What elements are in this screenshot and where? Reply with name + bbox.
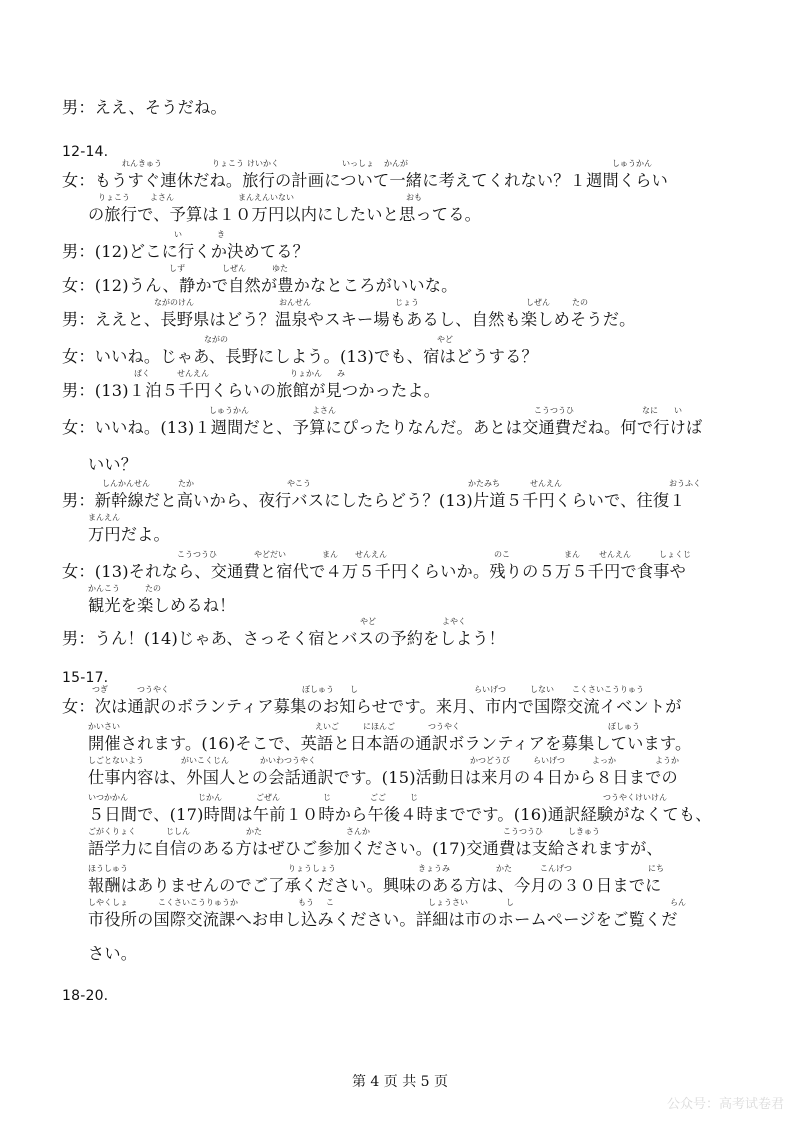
dialogue-line: 男：ええと、長野県はどう？温泉やスキー場もあるし、自然も楽しめそうだ。 — [62, 310, 636, 329]
dialogue-line: の旅行で、予算は１０万円以内にしたいと思ってる。 — [88, 205, 481, 224]
furigana-row — [88, 897, 768, 909]
furigana: ごご — [370, 793, 386, 802]
furigana: い — [174, 230, 182, 239]
furigana: れんきゅう — [122, 159, 162, 168]
furigana: やこう — [287, 479, 311, 488]
dialogue-line: ５日間で、(17)時間は午前１０時から午後４時までです。(16)通訳経験がなくても、 — [88, 805, 712, 824]
furigana-row — [88, 863, 768, 875]
furigana: りょこう — [212, 159, 244, 168]
furigana: えいご — [315, 722, 339, 731]
furigana: ぼしゅう — [302, 685, 334, 694]
furigana: しぜん — [526, 298, 550, 307]
furigana: まん — [564, 550, 580, 559]
furigana: よさん — [150, 193, 174, 202]
dialogue-line: 開催されます。(16)そこで、英語と日本語の通訳ボランティアを募集しています。 — [88, 734, 692, 753]
furigana: こうつうひ — [534, 406, 574, 415]
furigana: たか — [178, 479, 194, 488]
furigana: き — [217, 230, 225, 239]
furigana-row — [62, 368, 742, 380]
furigana-row — [88, 826, 768, 838]
furigana: よっか — [592, 756, 616, 765]
furigana: かつどうび — [470, 756, 510, 765]
furigana: おも — [406, 193, 422, 202]
dialogue-line: いい？ — [88, 455, 138, 474]
dialogue-line: さい。 — [88, 944, 138, 963]
dialogue-line: 語学力に自信のある方はぜひご参加ください。(17)交通費は支給されますが、 — [88, 839, 663, 858]
furigana: がいこくじん — [181, 756, 229, 765]
furigana-row — [88, 755, 768, 767]
furigana: ながの — [204, 335, 228, 344]
furigana: じょう — [395, 298, 419, 307]
furigana: こうつうひ — [177, 550, 217, 559]
dialogue-line: 男：(13)１泊５千円くらいの旅館が見つかったよ。 — [62, 381, 441, 400]
furigana: けいかく — [247, 159, 279, 168]
furigana: しゅうかん — [612, 159, 652, 168]
furigana-row — [62, 263, 742, 275]
furigana: やどだい — [254, 550, 286, 559]
furigana: つうやく — [428, 722, 460, 731]
furigana: し — [350, 685, 358, 694]
furigana-row — [62, 478, 742, 490]
furigana: しぜん — [222, 264, 246, 273]
furigana: せんえん — [355, 550, 387, 559]
furigana: よやく — [442, 617, 466, 626]
furigana: ごぜん — [256, 793, 280, 802]
furigana: つうやく — [137, 685, 169, 694]
section-heading: 12-14. — [62, 144, 109, 160]
furigana: こんげつ — [540, 864, 572, 873]
dialogue-line: 女：次は通訳のボランティア募集のお知らせです。来月、市内で国際交流イベントが — [62, 697, 682, 716]
furigana: せんえん — [177, 369, 209, 378]
dialogue-line: 報酬はありませんのでご了承ください。興味のある方は、今月の３０日までに — [88, 876, 662, 895]
furigana: ぼしゅう — [608, 722, 640, 731]
dialogue-line: 市役所の国際交流課へお申し込みください。詳細は市のホームページをご覧くだ — [88, 910, 678, 929]
page-number: 第 4 页 共 5 页 — [351, 1074, 449, 1090]
furigana: まんえんいない — [238, 193, 294, 202]
furigana: しきゅう — [568, 827, 600, 836]
furigana-row — [62, 684, 742, 696]
furigana-row — [62, 229, 742, 241]
furigana: じかん — [198, 793, 222, 802]
furigana: じ — [410, 793, 418, 802]
dialogue-line: 万円だよ。 — [88, 525, 170, 544]
furigana: つぎ — [92, 685, 108, 694]
dialogue-line: 女：もうすぐ連休だね。旅行の計画について一緒に考えてくれない？１週間くらい — [62, 171, 669, 190]
furigana: いっしょ — [342, 159, 374, 168]
furigana-row — [62, 549, 742, 561]
furigana: かんこう — [88, 584, 120, 593]
furigana: じしん — [166, 827, 190, 836]
furigana: かたみち — [468, 479, 500, 488]
furigana: かいさい — [88, 722, 120, 731]
furigana: よさん — [312, 406, 336, 415]
furigana: らん — [670, 898, 686, 907]
furigana: たの — [145, 584, 161, 593]
furigana: しない — [530, 685, 554, 694]
furigana: きょうみ — [418, 864, 450, 873]
furigana: やど — [437, 335, 453, 344]
furigana-row — [88, 583, 768, 595]
furigana: しょくじ — [659, 550, 691, 559]
furigana: たの — [572, 298, 588, 307]
furigana: じ — [323, 793, 331, 802]
furigana: りょうしょう — [288, 864, 336, 873]
furigana: しゅうかん — [209, 406, 249, 415]
furigana: ながのけん — [154, 298, 194, 307]
dialogue-line: 仕事内容は、外国人との会話通訳です。(15)活動日は来月の４日から８日までの — [88, 768, 678, 787]
furigana: こくさいこうりゅう — [572, 685, 644, 694]
furigana: りょかん — [290, 369, 322, 378]
furigana-row — [88, 792, 768, 804]
furigana: せんえん — [599, 550, 631, 559]
furigana: ようか — [655, 756, 679, 765]
furigana: おうふく — [669, 479, 701, 488]
dialogue-line: 男：(12)どこに行くか決めてる？ — [62, 242, 310, 261]
dialogue-line: 女：いいね。じゃあ、長野にしよう。(13)でも、宿はどうする？ — [62, 347, 538, 366]
furigana-row — [62, 405, 742, 417]
furigana: しょうさい — [428, 898, 468, 907]
furigana: のこ — [494, 550, 510, 559]
furigana-row — [62, 334, 742, 346]
dialogue-line: 女：(12)うん、静かで自然が豊かなところがいいな。 — [62, 276, 458, 295]
furigana: かた — [496, 864, 512, 873]
furigana: つうやくけいけん — [603, 793, 667, 802]
furigana: こうつうひ — [503, 827, 543, 836]
furigana: ほうしゅう — [88, 864, 128, 873]
furigana: しず — [169, 264, 185, 273]
furigana: なに — [642, 406, 658, 415]
furigana-row — [62, 616, 742, 628]
dialogue-line: 観光を楽しめるね！ — [88, 596, 236, 615]
furigana: かんが — [384, 159, 408, 168]
furigana: にち — [648, 864, 664, 873]
furigana: ごがくりょく — [88, 827, 136, 836]
furigana: やど — [360, 617, 376, 626]
furigana: いつかかん — [88, 793, 128, 802]
furigana: しんかんせん — [102, 479, 150, 488]
furigana: ぱく — [134, 369, 150, 378]
furigana: み — [337, 369, 345, 378]
furigana-row — [88, 721, 768, 733]
furigana: こくさいこうりゅうか — [158, 898, 238, 907]
furigana: し — [506, 898, 514, 907]
furigana: い — [674, 406, 682, 415]
furigana: らいげつ — [474, 685, 506, 694]
furigana: まん — [322, 550, 338, 559]
furigana: かた — [246, 827, 262, 836]
dialogue-line: 女：いいね。(13)１週間だと、予算にぴったりなんだ。あとは交通費だね。何で行けば — [62, 418, 703, 437]
furigana-row — [88, 512, 768, 524]
furigana: もう — [298, 898, 314, 907]
dialogue-line: 女：(13)それなら、交通費と宿代で４万５千円くらいか。残りの５万５千円で食事や — [62, 562, 686, 581]
watermark: 公众号：高考试卷君 — [666, 1097, 784, 1112]
furigana: さんか — [346, 827, 370, 836]
furigana: こ — [326, 898, 334, 907]
furigana: しやくしょ — [88, 898, 128, 907]
section-heading: 15-17. — [62, 670, 109, 686]
dialogue-line: 男：ええ、そうだね。 — [62, 98, 227, 117]
furigana-row — [62, 158, 742, 170]
furigana: ゆた — [272, 264, 288, 273]
furigana: おんせん — [279, 298, 311, 307]
dialogue-line: 男：新幹線だと高いから、夜行バスにしたらどう？(13)片道５千円くらいで、往復１ — [62, 491, 686, 510]
furigana: せんえん — [530, 479, 562, 488]
furigana-row — [62, 297, 742, 309]
section-heading: 18-20. — [62, 988, 109, 1004]
furigana: しごとないよう — [88, 756, 144, 765]
furigana-row — [88, 192, 768, 204]
furigana: りょこう — [98, 193, 130, 202]
dialogue-line: 男：うん！(14)じゃあ、さっそく宿とバスの予約をしよう！ — [62, 629, 506, 648]
furigana: にほんご — [363, 722, 395, 731]
furigana: まんえん — [88, 513, 120, 522]
furigana: らいげつ — [533, 756, 565, 765]
furigana: かいわつうやく — [260, 756, 316, 765]
